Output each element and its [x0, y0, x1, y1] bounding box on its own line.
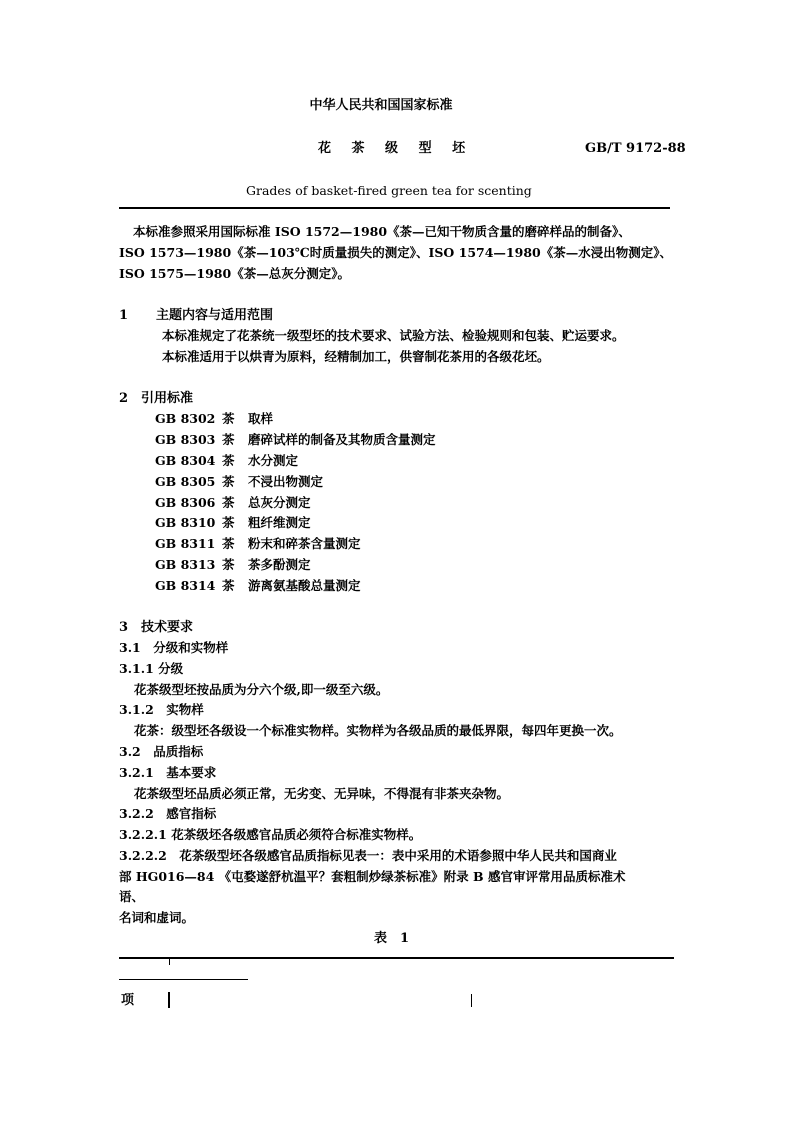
section-1-number: 1: [119, 308, 129, 323]
table-column-divider: [168, 992, 170, 1008]
ref-name: 水分测定: [248, 453, 299, 468]
ref-category: 茶: [222, 515, 235, 530]
intro-line-1: 本标准参照采用国际标准 ISO 1572—1980《茶—已知干物质含量的磨碎样品的制备》、: [133, 224, 631, 239]
ref-row: [155, 411, 273, 427]
org-title: 中华人民共和国国家标准: [309, 98, 453, 113]
section-1-para-2: 本标准适用于以烘青为原料，经精制加工，供窨制花茶用的各级花坯。: [162, 349, 550, 364]
table-caption: 表 1: [374, 931, 410, 946]
section-1-title: 主题内容与适用范围: [156, 308, 274, 323]
section-3-2-1-text: 花茶级型坯品质必须正常，无劣变、无异味，不得混有非茶夹杂物。: [134, 786, 510, 801]
ref-row: [155, 578, 361, 594]
section-2-title: 引用标准: [141, 391, 194, 406]
ref-name: 游离氨基酸总量测定: [248, 578, 361, 593]
ref-row: [155, 432, 436, 448]
table-top-rule: [119, 957, 674, 959]
ref-row: [155, 536, 361, 552]
ref-name: 取样: [248, 411, 274, 426]
ref-row: [155, 557, 311, 573]
header-rule: [119, 207, 670, 209]
ref-name: 不浸出物测定: [248, 474, 324, 489]
ref-category: 茶: [222, 536, 235, 551]
section-1-para-1: 本标准规定了花茶统一级型坯的技术要求、试验方法、检验规则和包装、贮运要求。: [162, 328, 625, 343]
ref-code: GB 8313: [155, 557, 216, 572]
intro-line-3: ISO 1575—1980《茶—总灰分测定》。: [119, 266, 350, 281]
ref-category: 茶: [222, 578, 235, 593]
ref-code: GB 8304: [155, 453, 216, 468]
ref-name: 粉末和碎茶含量测定: [248, 536, 361, 551]
section-2-number: 2: [119, 391, 129, 406]
ref-code: GB 8302: [155, 411, 216, 426]
table-second-rule: [119, 979, 248, 980]
intro-line-2: ISO 1573—1980《茶—103℃时质量损失的测定》、ISO 1574—1980《茶—水浸出物测定》、: [119, 245, 672, 260]
section-3-1-1-text: 花茶级型坯按品质为分六个级,即一级至六级。: [134, 682, 389, 697]
section-3-heading: 3 技术要求: [119, 620, 194, 635]
standard-title: 花 茶 级 型 坯: [318, 141, 474, 156]
table-header-item: 项: [121, 993, 135, 1008]
ref-code: GB 8305: [155, 474, 216, 489]
ref-name: 茶多酚测定: [248, 557, 311, 572]
ref-row: [155, 495, 311, 511]
ref-name: 磨碎试样的制备及其物质含量测定: [248, 432, 436, 447]
ref-row: [155, 474, 323, 490]
ref-row: [155, 453, 298, 469]
section-3-1-2-text: 花茶：级型坯各级设一个标准实物样。实物样为各级品质的最低界限，每四年更换一次。: [134, 723, 622, 738]
table-column-divider: [471, 994, 472, 1007]
section-3-2-heading: 3.2 品质指标: [119, 744, 204, 759]
table-rule-tick: [169, 958, 170, 965]
ref-category: 茶: [222, 411, 235, 426]
section-3-2-2-2-line-1: 3.2.2.2 花茶级型坯各级感官品质指标见表一：表中采用的术语参照中华人民共和国商业: [119, 848, 617, 863]
ref-code: GB 8314: [155, 578, 216, 593]
section-3-2-2-2-line-2: 部 HG016—84 《屯婺遂舒杭温平？套粗制炒绿茶标准》附录 B 感官审评常用品质标准术: [119, 869, 626, 884]
ref-category: 茶: [222, 495, 235, 510]
standard-code: GB/T 9172-88: [585, 141, 686, 156]
section-3-1-1-heading: 3.1.1 分级: [119, 661, 184, 676]
section-3-2-2-2-line-3: 语、: [119, 889, 145, 904]
section-3-1-heading: 3.1 分级和实物样: [119, 640, 229, 655]
section-3-2-2-1-text: 3.2.2.1 花茶级坯各级感官品质必须符合标准实物样。: [119, 827, 422, 842]
ref-code: GB 8303: [155, 432, 216, 447]
ref-name: 粗纤维测定: [248, 515, 311, 530]
english-title: Grades of basket-fired green tea for scenting: [246, 183, 532, 198]
ref-row: [155, 515, 311, 531]
ref-category: 茶: [222, 557, 235, 572]
ref-code: GB 8311: [155, 536, 216, 551]
ref-category: 茶: [222, 474, 235, 489]
ref-code: GB 8306: [155, 495, 216, 510]
section-3-1-2-heading: 3.1.2 实物样: [119, 702, 204, 717]
ref-name: 总灰分测定: [248, 495, 311, 510]
section-3-2-1-heading: 3.2.1 基本要求: [119, 765, 217, 780]
ref-code: GB 8310: [155, 515, 216, 530]
ref-category: 茶: [222, 453, 235, 468]
ref-category: 茶: [222, 432, 235, 447]
section-3-2-2-2-line-4: 名词和虚词。: [119, 910, 195, 925]
section-3-2-2-heading: 3.2.2 感官指标: [119, 806, 217, 821]
